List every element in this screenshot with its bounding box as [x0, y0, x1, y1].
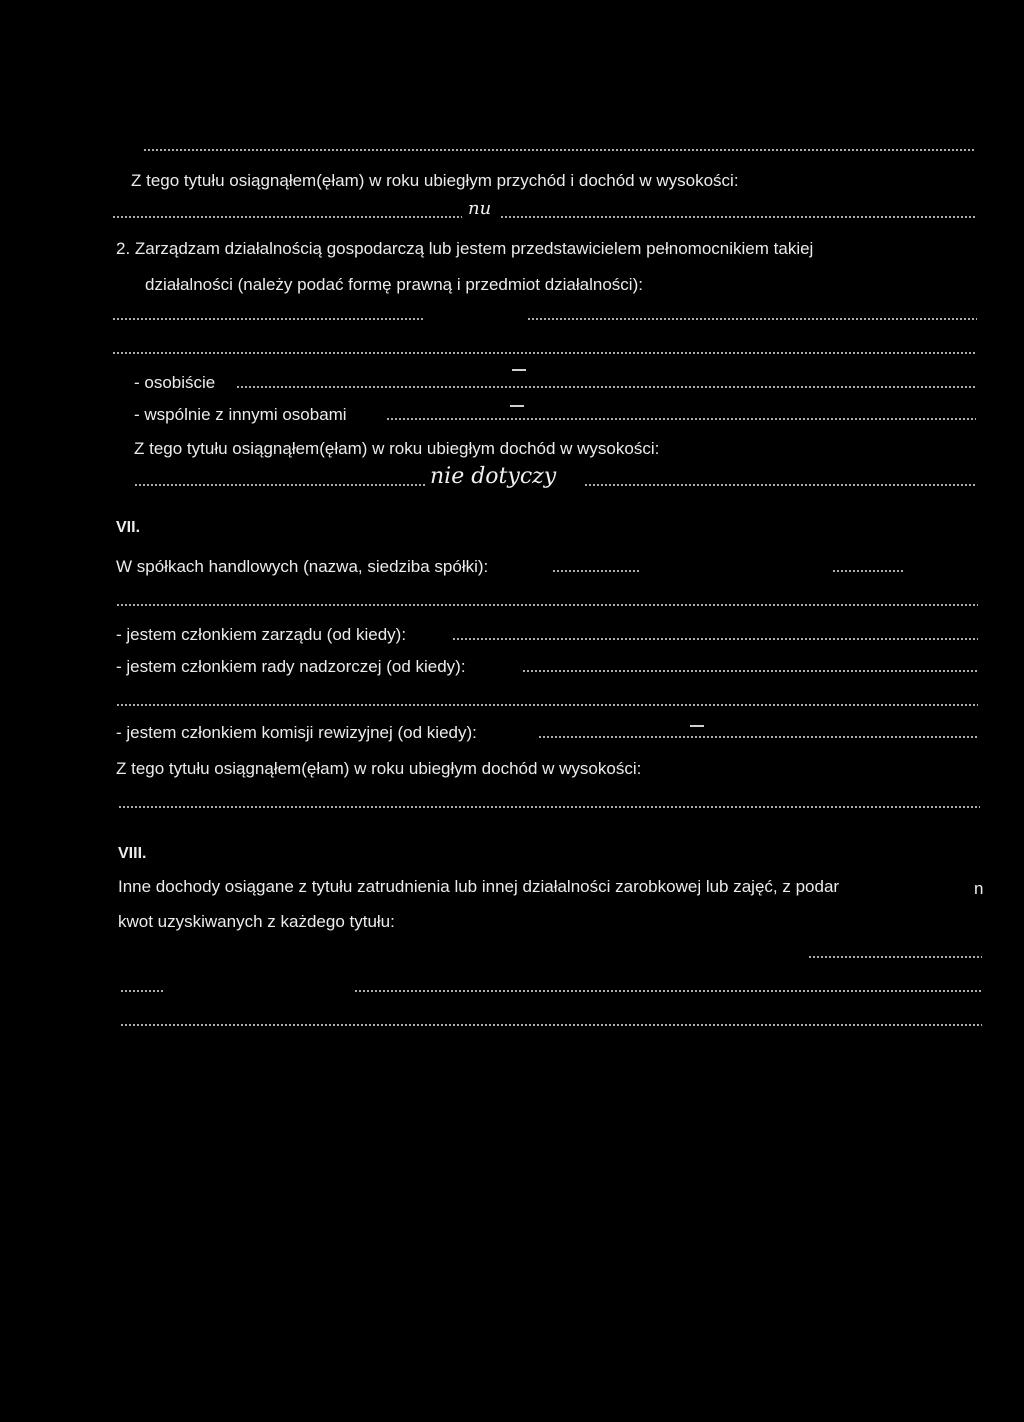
- dotted-line: [584, 484, 976, 486]
- audit-member-label: - jestem członkiem komisji rewizyjnej (od kiedy):: [116, 723, 477, 742]
- dotted-line: [522, 670, 978, 672]
- dotted-line: [500, 216, 976, 218]
- companies-label: W spółkach handlowych (nazwa, siedziba spółki):: [116, 557, 489, 576]
- dotted-line: [116, 704, 978, 706]
- income-label: Z tego tytułu osiągnąłem(ęłam) w roku ubiegłym dochód w wysokości:: [134, 439, 660, 458]
- dotted-line: [118, 806, 980, 808]
- income-revenue-label: Z tego tytułu osiągnąłem(ęłam) w roku ubiegłym przychód i dochód w wysokości:: [131, 171, 739, 190]
- board-member-label: - jestem członkiem zarządu (od kiedy):: [116, 625, 407, 644]
- item2-line2: działalności (należy podać formę prawną i przedmiot działalności):: [145, 275, 643, 294]
- item2-line1: 2. Zarządzam działalnością gospodarczą lub jestem przedstawicielem pełnomocnikiem takiej: [116, 239, 814, 258]
- handwritten-not-applicable: nie dotyczy: [430, 464, 557, 489]
- dotted-line: [112, 352, 976, 354]
- dotted-line: [527, 318, 977, 320]
- dotted-line: [808, 956, 982, 958]
- dotted-line: [386, 418, 976, 420]
- dotted-line: [112, 318, 424, 320]
- supervisory-member-label: - jestem członkiem rady nadzorczej (od kiedy):: [116, 657, 466, 676]
- dotted-line: [112, 216, 462, 218]
- other-income-line1-tail: n: [974, 879, 984, 898]
- dotted-line: [116, 604, 978, 606]
- dotted-line: [134, 484, 426, 486]
- dotted-line: [832, 570, 904, 572]
- dash-mark: [510, 405, 524, 407]
- section-viii-number: VIII.: [118, 845, 147, 862]
- handwritten-income-value: nu: [468, 198, 492, 219]
- dotted-line: [143, 149, 976, 151]
- dash-mark: [690, 725, 704, 727]
- dotted-line: [120, 990, 164, 992]
- dotted-line: [120, 1024, 982, 1026]
- dotted-line: [236, 386, 976, 388]
- other-income-line1: Inne dochody osiągane z tytułu zatrudnienia lub innej działalności zarobkowej lub zajęć, z podar: [118, 877, 840, 896]
- jointly-label: - wspólnie z innymi osobami: [134, 405, 347, 424]
- dotted-line: [354, 990, 982, 992]
- dotted-line: [552, 570, 640, 572]
- section-vii-number: VII.: [116, 519, 141, 536]
- other-income-line2: kwot uzyskiwanych z każdego tytułu:: [118, 912, 395, 931]
- personally-label: - osobiście: [134, 373, 216, 392]
- dotted-line: [452, 638, 978, 640]
- dotted-line: [538, 736, 978, 738]
- income-label: Z tego tytułu osiągnąłem(ęłam) w roku ubiegłym dochód w wysokości:: [116, 759, 642, 778]
- dash-mark: [512, 369, 526, 371]
